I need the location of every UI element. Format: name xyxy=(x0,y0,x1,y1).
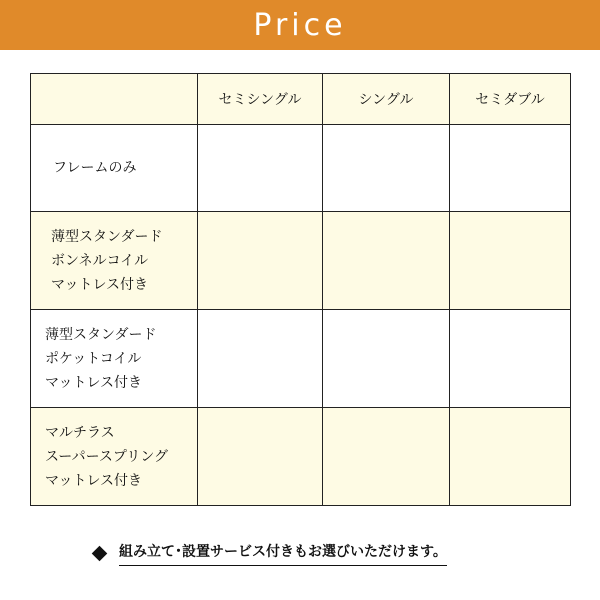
table-header-row xyxy=(31,74,571,125)
price-cell xyxy=(198,212,323,310)
price-cell xyxy=(450,125,571,212)
price-cell xyxy=(323,408,450,506)
row-label-line: ボンネルコイル xyxy=(51,252,149,269)
header-corner-cell xyxy=(31,74,198,125)
row-label-line: マルチラス xyxy=(45,424,115,441)
row-label-line: マットレス付き xyxy=(45,374,143,391)
price-cell xyxy=(323,310,450,408)
column-header-semi-single: セミシングル xyxy=(198,74,323,125)
row-label-line: マットレス付き xyxy=(45,472,143,489)
table-row-bonnell-coil xyxy=(31,212,571,310)
price-cell xyxy=(323,212,450,310)
table-row-pocket-coil xyxy=(31,310,571,408)
column-header-single: シングル xyxy=(323,74,450,125)
header-banner xyxy=(0,0,600,50)
price-cell xyxy=(198,310,323,408)
row-label-line: スーパースプリング xyxy=(45,448,169,465)
row-label-frame-only xyxy=(31,125,198,212)
table-row-frame-only xyxy=(31,125,571,212)
row-label-line: マットレス付き xyxy=(51,276,149,293)
row-label-bonnell-coil xyxy=(31,212,198,310)
column-header-semi-double: セミダブル xyxy=(450,74,571,125)
row-label-line: ポケットコイル xyxy=(45,350,142,367)
price-table xyxy=(30,73,571,506)
price-cell xyxy=(323,125,450,212)
service-note-text: 組み立て･設置サービス付きもお選びいただけます。 xyxy=(119,541,447,566)
price-cell xyxy=(450,408,571,506)
row-label-line: 薄型スタンダード xyxy=(45,326,157,343)
price-cell xyxy=(198,408,323,506)
table-row-multi-lath xyxy=(31,408,571,506)
row-label-line: 薄型スタンダード xyxy=(51,228,163,245)
price-cell xyxy=(198,125,323,212)
diamond-icon xyxy=(92,545,108,561)
row-label-line: フレームのみ xyxy=(53,160,137,176)
row-label-pocket-coil xyxy=(31,310,198,408)
service-note xyxy=(90,540,510,566)
price-cell xyxy=(450,212,571,310)
row-label-multi-lath xyxy=(31,408,198,506)
price-cell xyxy=(450,310,571,408)
page-title: Price xyxy=(253,7,347,43)
